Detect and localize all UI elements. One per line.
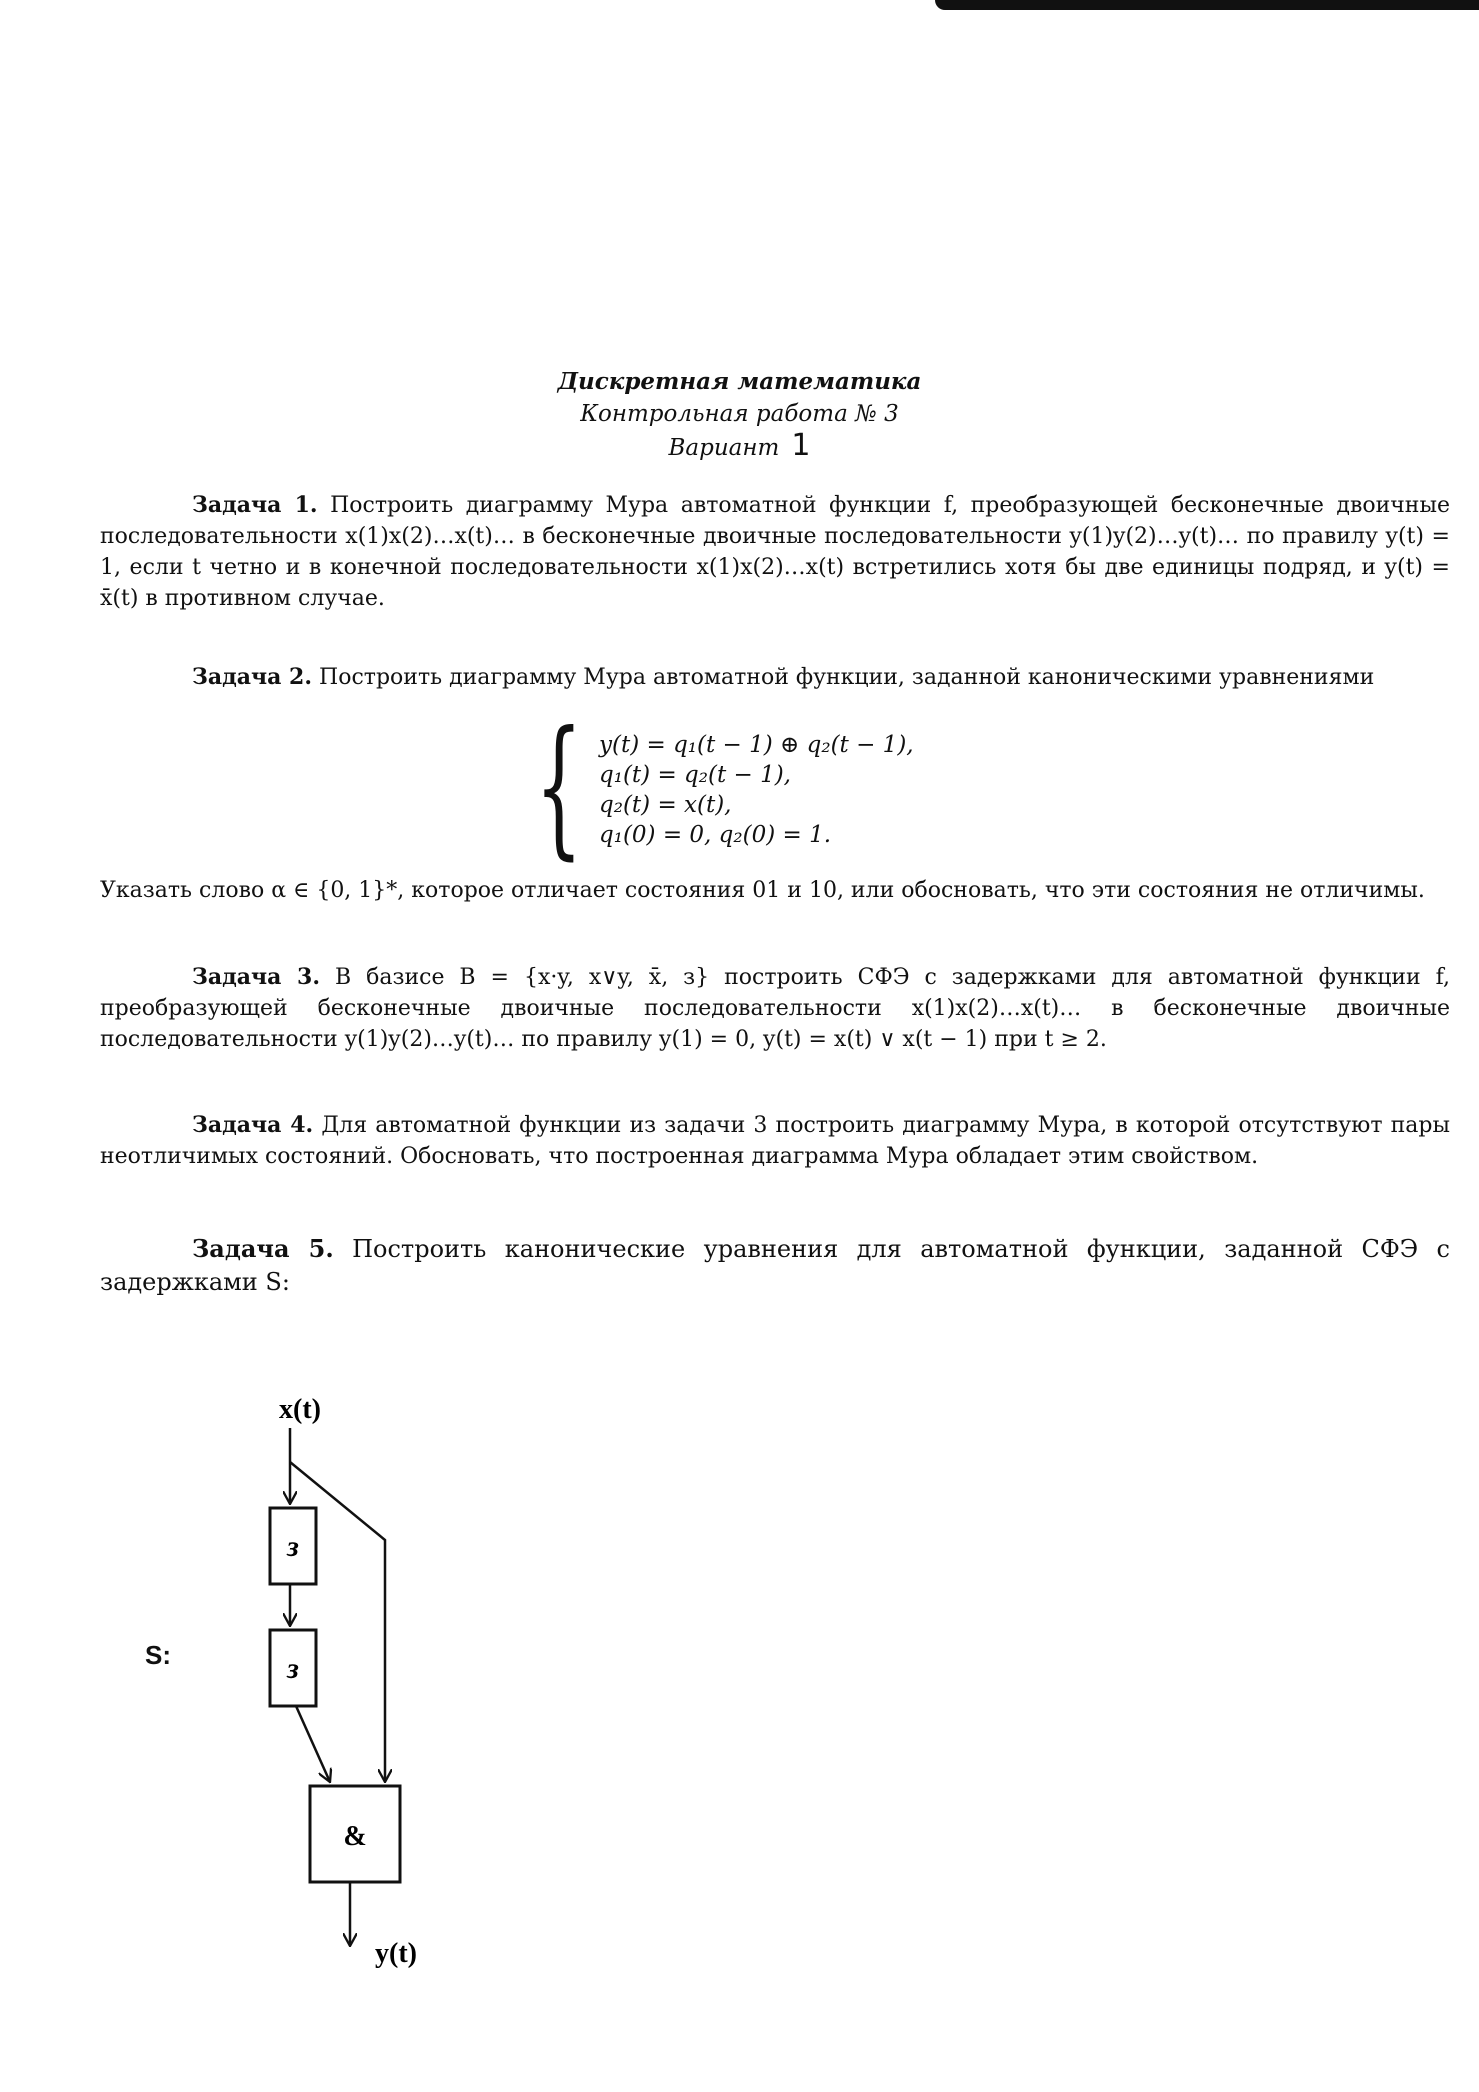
equation-1: y(t) = q₁(t − 1) ⊕ q₂(t − 1), xyxy=(599,732,914,758)
task-2-text: Построить диаграмму Мура автоматной функции, заданной каноническими уравнениями xyxy=(319,665,1375,690)
equation-4: q₁(0) = 0, q₂(0) = 1. xyxy=(599,822,832,848)
task-2-question: Указать слово α ∈ {0, 1}*, которое отличает состояния 01 и 10, или обосновать, что эти состояния не отличимы. xyxy=(100,878,1425,903)
equation-2: q₁(t) = q₂(t − 1), xyxy=(599,762,791,788)
delay-1-symbol: з xyxy=(287,1530,299,1563)
task-2-label: Задача 2. xyxy=(192,664,313,690)
subject-title: Дискретная математика xyxy=(557,368,922,395)
variant-number: 1 xyxy=(791,428,811,463)
equation-3: q₂(t) = x(t), xyxy=(599,792,732,818)
task-4-label: Задача 4. xyxy=(192,1112,314,1138)
circuit-name-label: S: xyxy=(145,1640,171,1670)
task-5-text: Построить канонические уравнения для автоматной функции, заданной СФЭ с задержками S: xyxy=(100,1235,1450,1296)
task-1-text: Построить диаграмму Мура автоматной функции f, преобразующей бесконечные двоичные последовательности x(1)x(2)…x(t)… в бесконечные двоичные последовательности y(1)y(2)…y(t)… по правилу y(t) = 1, если t четно и в конечной последовательности x(1)x(2)…x(t) встретились хотя бы две единицы подряд, и y(t) = x̄(t) в противном случае. xyxy=(100,493,1450,611)
output-label: y(t) xyxy=(375,1938,417,1969)
delay-2-symbol: з xyxy=(287,1652,299,1685)
and-gate-symbol: & xyxy=(343,1821,367,1852)
task-3-text: В базисе B = {x·y, x∨y, x̄, з} построить СФЭ с задержками для автоматной функции f, преобразующей бесконечные двоичные последовательности x(1)x(2)…x(t)… в бесконечные двоичные последовательности y(1)y(2)…y(t)… по правилу y(1) = 0, y(t) = x(t) ∨ x(t − 1) при t ≥ 2. xyxy=(100,965,1450,1052)
work-title: Контрольная работа № 3 xyxy=(580,401,899,427)
task-1-label: Задача 1. xyxy=(192,492,318,518)
task-3-label: Задача 3. xyxy=(192,964,320,990)
equation-brace: { xyxy=(535,700,583,874)
variant-label: Вариант xyxy=(668,435,780,461)
delay-to-gate-wire xyxy=(296,1706,330,1782)
input-label: x(t) xyxy=(279,1394,321,1425)
task-4-text: Для автоматной функции из задачи 3 построить диаграмму Мура, в которой отсутствуют пары неотличимых состояний. Обосновать, что построенная диаграмма Мура обладает этим свойством. xyxy=(100,1113,1451,1169)
task-5-label: Задача 5. xyxy=(192,1234,334,1263)
